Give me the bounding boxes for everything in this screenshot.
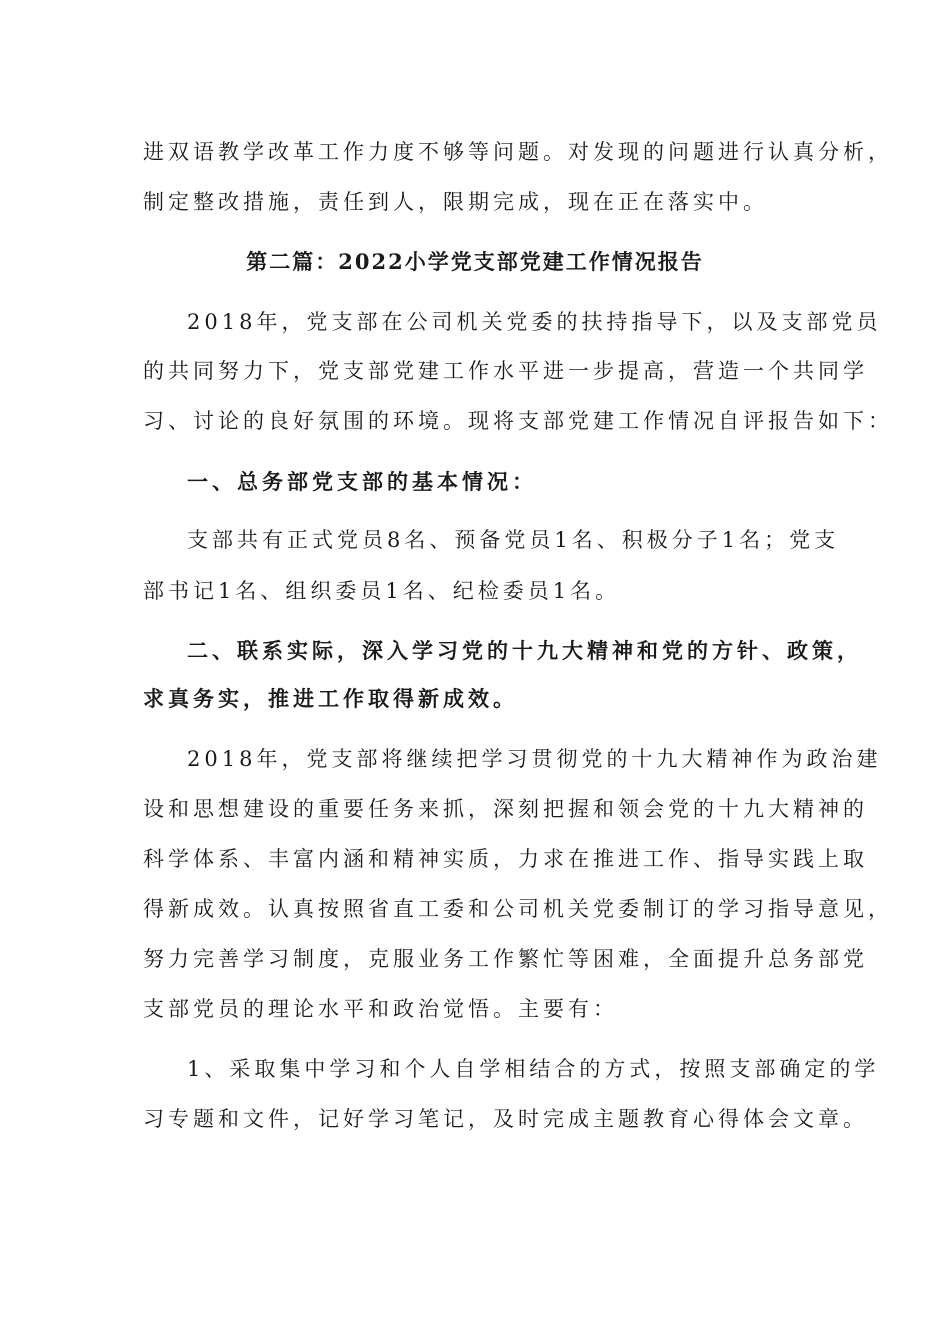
paragraph-line: 制定整改措施，责任到人，限期完成，现在正在落实中。: [143, 190, 768, 214]
paragraph-line: 支部共有正式党员8名、预备党员1名、积极分子1名；党支: [187, 528, 840, 552]
paragraph-line: 习专题和文件，记好学习笔记，及时完成主题教育心得体会文章。: [143, 1107, 868, 1131]
paragraph-line: 2018年，党支部在公司机关党委的扶持指导下，以及支部党员: [187, 310, 882, 334]
paragraph-line: 进双语教学改革工作力度不够等问题。对发现的问题进行认真分析，: [143, 140, 893, 164]
paragraph-line: 得新成效。认真按照省直工委和公司机关党委制订的学习指导意见，: [143, 897, 893, 921]
paragraph-line: 的共同努力下，党支部党建工作水平进一步提高，营造一个共同学: [143, 359, 868, 383]
paragraph-line: 科学体系、丰富内涵和精神实质，力求在推进工作、指导实践上取: [143, 847, 868, 871]
list-item-1: 1、采取集中学习和个人自学相结合的方式，按照支部确定的学: [187, 1057, 880, 1081]
paragraph-line: 2018年，党支部将继续把学习贯彻党的十九大精神作为政治建: [187, 747, 882, 771]
paragraph-line: 努力完善学习制度，克服业务工作繁忙等困难，全面提升总务部党: [143, 947, 868, 971]
paragraph-line: 支部党员的理论水平和政治觉悟。主要有：: [143, 997, 618, 1021]
section-title: 第二篇：2022小学党支部党建工作情况报告: [246, 249, 704, 274]
heading-2-continued: 求真务实，推进工作取得新成效。: [143, 686, 518, 711]
heading-2: 二、联系实际，深入学习党的十九大精神和党的方针、政策，: [187, 638, 862, 663]
paragraph-line: 习、讨论的良好氛围的环境。现将支部党建工作情况自评报告如下：: [143, 409, 893, 433]
paragraph-line: 设和思想建设的重要任务来抓，深刻把握和领会党的十九大精神的: [143, 797, 868, 821]
paragraph-line: 部书记1名、组织委员1名、纪检委员1名。: [143, 579, 621, 603]
heading-1: 一、总务部党支部的基本情况：: [187, 469, 537, 494]
